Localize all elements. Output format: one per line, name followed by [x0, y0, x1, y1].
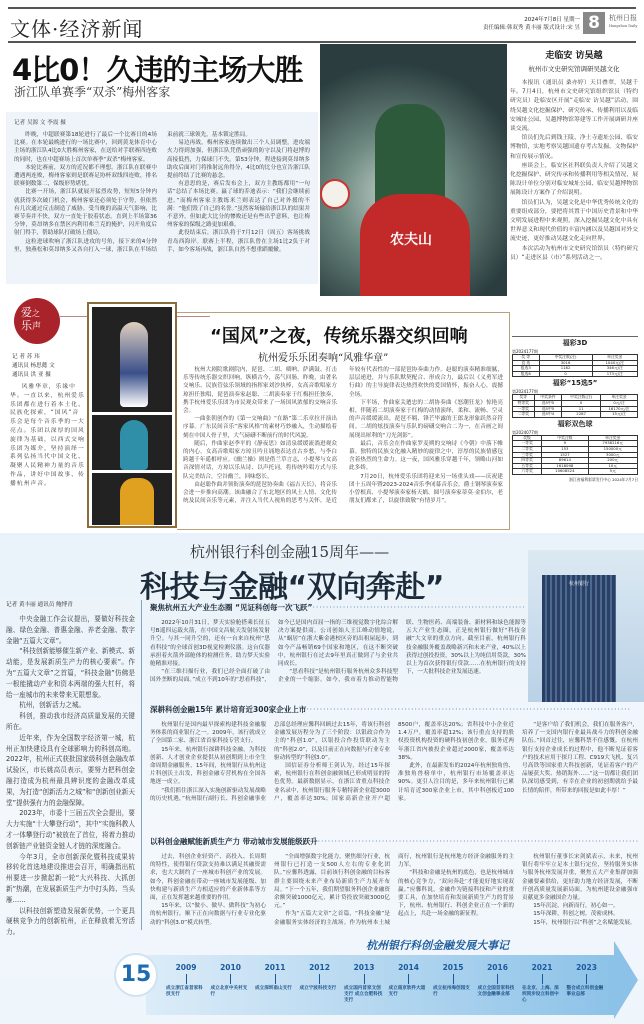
timeline-event: 成立深圳南山支行 [255, 986, 292, 991]
paragraph: “是客户给了我们机会，我们在服务客户，培养了一支国内银行业最具战斗力的科创金融队伍。”回首过往，应馨科禁不住感慨。在杭州银行支持企业成长的过程中，他不断见证着客户的技术应用于探月工程、C919大飞机、复兴号高铁等国家重大科技创新，见证着客户的产品屡获大奖、热销海外……“这一切都让我们团队深切感受到，有幸在企业的初创期就给予最长情的陪伴，所带来的回报是如此丰厚！” [522, 722, 638, 794]
table-cell: 0 [539, 371, 592, 377]
lottery-table [512, 354, 638, 377]
timeline-item [166, 963, 206, 998]
paragraph: “在三维扫描行业，我们已经全面打破了由国外垄断的局面。”成立不到10年的“思看科技”，如今已是国内首屈一指的三维视觉数字化综合解决方案提供商。公司创始人王江峰动情地说，从“蜗居”在浙大紫金港校区旁的出租屋起步，到如今产品畅销69个国家和地区，在这不断突破中，杭州银行在过去9年里真正做到了与企业共同成长。 [150, 620, 398, 684]
paragraph: 以科技创新塑造发展新优势，一个更具硬核竞争力的创新杭州，正在释放着无穷活力。 [6, 906, 135, 937]
paragraph: 近年来，作为全国数字经济第一城，杭州正加快建设具有全球影响力的科创高地。2022年，杭州正式获批国家级科创金融改革试验区，市长姚高员表示，要努力把科创金融打造成为杭州最具辨识度的金融改革成果，为打造“创新活力之城”和“创新创业新天堂”提供强有力的金融保障。 [6, 733, 135, 807]
table-cell: 单注奖金 [588, 435, 637, 441]
table-cell: 奖 等 [513, 355, 540, 361]
table-cell: 六等奖 [513, 469, 542, 475]
table-cell: 五等奖 [513, 463, 542, 469]
timeline-year: 2012 [309, 963, 330, 972]
timeline-year: 2023 [576, 963, 597, 972]
bank-byline: 记者 黄丰丽 通讯员 鲍博青 [6, 602, 73, 608]
paragraph: 杭州银行是国内最早探索构建科技金融服务体系的商业银行之一。2009年，该行就成立了全国第二家、浙江省首家科技专营支行。 [150, 722, 266, 745]
music-subheadline: 杭州爱乐乐团奏响“风雅华章” [258, 353, 389, 364]
paragraph: 作为“五篇大文章”之首篇，“科技金融”是金融服务实体经济的主战场。作为杭州本土城商行，杭州银行是杭州地方经济金融服务的主力军。 [274, 854, 514, 926]
timeline-year: 2009 [175, 963, 197, 972]
table-cell: 1618098 [542, 463, 588, 469]
paragraph: 馆员们认为，吴越文化是中华优秀传统文化的重要组成部分，要把将其置于中国历史背景和中华文明发展进程中来观照，深入挖掘吴越文化中具有世界意义和现代价值的丰富内涵以及吴越国对外交流史迹，更好推动吴越文化走向世界。 [510, 199, 638, 243]
section-title: 文体·经济新闻 [10, 17, 144, 41]
paragraph: 杭州，创新活力之城。 [19, 701, 86, 710]
paragraph: “科技和金融是杭州的底色，也是杭州城市的核心竞争力，‘双向奔赴’才能更好地实现双赢。”应馨科说，金融作为链接科技和产业的重要工具，在加快培育和发展新质生产力的背景下，杭州、杭州银行、科创企业正在一个新的起点上，共赴一场金融的新征程。 [398, 870, 514, 918]
credit-line: 通讯员 杨思懿 文 [12, 363, 55, 369]
paragraph: 国信证券分析师王剑认为，经过15年探索，杭州银行在科创金融领域已形成明显的特色优势。最新数据显示，在浙江省重点科技企业名录中，杭州银行服务专精特新企业超3000户，覆盖率达30%；国家高新企业开户超8500户，覆盖率达20%；省科技中小企业近1.4万户，覆盖率超12%；该行重点支持的股权投资机构投资的硬科技初创企业，服务近两年浙江省内被投企业超过2000家，覆盖率达38%。 [274, 722, 514, 802]
paragraph: “我们抓住浙江深入实施创新驱动发展战略的历史机遇，”杭州银行副行长、科创金融事业总部总经理应馨科回顾过去15年，将该行科创金融发展历程分为了三个阶段：以银政合作为主的“科创1.0”，以银投合作投贷联动为主的“科创2.0”，以及目前正在向数据与行业专业驱动转型的“科创3.0”。 [150, 722, 390, 802]
header-bottom-rule [8, 41, 636, 43]
timeline-stem [186, 974, 187, 984]
lottery-results [512, 336, 638, 482]
header-info [450, 16, 580, 32]
building-sign: 杭州银行 [568, 581, 589, 587]
table-cell: 选5中4 [534, 412, 562, 418]
jersey-text: 农夫山 [390, 232, 432, 248]
paragraph: 此役结束后，浙江队将于7月12日（周五）客场挑战青岛西海岸。联赛上半程，浙江队曾在主场1比2负于对手，如今客场再战，浙江队自然不想重蹈覆辙。 [167, 230, 310, 253]
table-cell: 特等奖 [513, 400, 535, 406]
paragraph: 15年来，以“做小、做早、做科技”为初心的杭州银行，顺下正在向数据与行业专业化驱动的“科创3.0”模式转型。 [150, 903, 266, 926]
table-cell: 单注奖金 [600, 395, 637, 401]
table-cell: 奖等 [513, 395, 535, 401]
logo-char: 之 [32, 309, 40, 318]
football-subheadline: 浙江队单赛季“双杀”梅州客家 [14, 85, 171, 99]
table-cell: 15元/注 [600, 412, 637, 418]
paragraph: 昨晚，中超联赛第18轮进行了最后一个比赛日的4场比赛。在本轮最晚进行的一场比赛中，回到黄龙体育中心主场的浙江队4比0大胜梅州客家，在送给对手联赛四连败的同时，也在中超赛场上首次单赛季“双杀”梅州客家。 [14, 132, 157, 163]
paragraph: 15年深耕，科创之树，茂密成林。 [533, 911, 619, 918]
lottery-title: 福彩“15选5” [552, 379, 598, 388]
table-cell: 选5中5 [534, 406, 562, 412]
concert-photos [87, 302, 177, 528]
table-cell: 中奖注数(注) [562, 395, 601, 401]
timeline-item [478, 963, 518, 998]
timeline-event: 成立浙江省首家科技支行 [166, 986, 203, 997]
tower [542, 575, 616, 702]
paragraph: 中央金融工作会议提出，要做好科技金融、绿色金融、普惠金融、养老金融、数字金融“五篇大文章”。 [6, 615, 135, 645]
page-number: 8 [583, 12, 605, 34]
bank-timeline [6, 935, 638, 1021]
lottery-title: 福彩3D [562, 339, 588, 347]
bank-section-3 [150, 836, 638, 934]
paragraph: 易边再战，梅州客家连续做出三个人员调整，进攻端火力得到加强，但浙江队凭借顽强的防守以及门将赵博的高接低挡，力保球门不失。第53分钟，程进接到莫昂纳多助攻后面对门将推射远角得分，4比0的比分也宣告浙江队提前终结了比赛的悬念。 [167, 140, 310, 180]
paragraph: 比赛一开场，浙江队就展开猛烈攻势，短短5分钟内就获得多次破门机会，梅州客家还必须处于守势，但依然有几次通过反击制造了威胁。受当晚的高温天气影响，比赛节奏并不快，双方一直处于胶着状态。直到上半场第36分钟，莫昂纳多在禁区内利用弗兰克的掩护，闪开角度后射门得手，帮助球队打破场上僵局。 [14, 189, 157, 237]
timeline-year: 2011 [264, 963, 286, 972]
table-cell: 5元 [588, 469, 637, 475]
table-cell: 3016 [539, 360, 592, 366]
newspaper-logo [609, 14, 637, 30]
concert-photo [92, 415, 172, 470]
timeline-item [211, 963, 251, 998]
table-cell: 一等奖 [513, 406, 535, 412]
divider [512, 336, 638, 337]
timeline-item [389, 963, 429, 998]
issue-date: 2024年7月8日 星期一 [524, 17, 580, 23]
paragraph: 15年，杭州银行以“科创”之名赋能发展。 [533, 919, 636, 926]
table-cell: 中奖注数(注) [539, 355, 592, 361]
table-cell: 150000元 [588, 446, 637, 452]
lottery-table [512, 394, 638, 417]
paragraph: 过去，科创企业轻资产、高投入、长周期的特性，使得银行贷款支持难以满足其融资需求，也大大制约了一座城市科创产业的发展。如今，科创金融在带动一座城市发展能级、加快构建与新质生产力相适应的产业新体系等方面，正在发挥越来越重要的作用。 [150, 854, 266, 902]
timeline-stem [364, 974, 365, 984]
timeline-event: 成立全国首家科技文创金融事业部 [477, 986, 515, 997]
table-cell: 200元 [588, 458, 637, 464]
table-cell: 单注奖金 [592, 355, 637, 361]
paragraph: 2022年10月31日，梦天实验舱搭乘长征五号B遥四运载火箭，在中国文昌航天发射场发射升空。与其一同升空的，还有一台来自杭州“思看科技”的全球首创3D视觉检测仪器。这台仪器承担着火箭外部舱体的检测任务，助力梦天实验舱精准对接。 [150, 620, 270, 668]
music-column-logo [14, 298, 60, 344]
timeline-event: 成立国内首家文创支行 成立合肥科技支行 [344, 986, 383, 1003]
football-byline: 记者 吴源 文 李震 摄 [14, 120, 66, 126]
table-cell: 中奖注数 [542, 435, 588, 441]
lottery-table [512, 435, 638, 475]
paragraph: 杭州大剧院歌剧院内，琵琶、二胡、唢呐、萨满鼓、打击乐等传统乐器交织回响，纵横古今，荡气回肠。昨晚，由著名交响乐、民族管弦乐领域的指挥家刘沙执棒，女高音歌唱家方琼担任独唱，琵琶演奏家赵聪、二胡演奏家于红梅担任独奏，携手杭州爱乐乐团为市民观众带来了一场国风浓郁的交响音乐会。 [183, 367, 337, 415]
logo-text: 杭州日报 [609, 14, 637, 22]
table-cell: 中奖条件 [534, 395, 562, 401]
table-cell: 二等奖 [513, 446, 542, 452]
paragraph: 7月20日，杭州爱乐乐团将迎来另一场重头戏——庆祝建团十五周年暨2023-2024音乐季闭幕音乐会。爵士钢琴演奏家小曽根真、小提琴演奏家杨天娲、圆号演奏家蒂莫·金伯尔，老朋友们都来了，以旋律致敬“有情岁月”。 [349, 473, 503, 505]
credit-line: 记 者 苏 玮 [12, 354, 40, 360]
music-headline: “国风”之夜，传统乐器交织回响 [210, 326, 468, 347]
table-cell: 89614 [542, 458, 588, 464]
paragraph: 一曲张朝创作的《第一交响曲》“在路”第二乐章拉开演出序幕。广东民间音乐“客家风格”的素材巧妙融入，生动描绘着刻在中国人骨子里，大气磅礴不断前行的时代风貌。 [183, 416, 337, 439]
culture-article [510, 48, 638, 263]
paragraph: 15年来，杭州银行深耕科技金融，为科技创新、人才创业企业提供从初创期到上市全生命周期金融服务。15年间，杭州银行从杭州这片科创沃土出发，科创金融专营机构在全国各地逐一成立。 [150, 746, 266, 786]
bank-headline: 科技与金融“双向奔赴” [140, 570, 444, 605]
timeline-stem [408, 974, 409, 984]
timeline-stem [275, 974, 276, 984]
table-cell: 11 [562, 406, 601, 412]
paragraph: 2023年，市委十三届五次全会提出，要大力实施“十大攀登行动”，其中“实施科教人才一体攀登行动”被放在了首位，将着力推动创新链产业链资金链人才链的深度融合。 [6, 809, 135, 850]
table-cell: 2287 [562, 412, 601, 418]
paragraph: 这粒进球吹响了浙江队进攻的号角，接下来的4分钟里，独燕松和莫昂纳多又各自打入一球，浙江队在半场结束前就三球领先，基本锁定胜局。 [14, 132, 251, 253]
table-cell: 组选6 [513, 371, 540, 377]
table-cell: 3000元 [588, 452, 637, 458]
music-intro [10, 383, 85, 489]
table-cell: 173元/注 [592, 371, 637, 377]
lottery-footer: 浙江省福利彩票发行中心 2024年7月7日 [569, 476, 638, 482]
timeline-item [567, 963, 607, 998]
timeline-item [344, 963, 384, 1004]
timeline-title: 杭州银行科创金融发展大事记 [366, 939, 509, 952]
paragraph: 下半场，作曲家关廼忠的二胡协奏曲《怒潮狂龙》惊艳亮相。伴随着二胡演奏家于红梅的动情演绎，柔和、流畅、空灵的声音缓缓流出，琵琶不羁、锋芒毕露的王郎龙形象跃然音符间。二胡的炫技演奏与乐队的磅礴交响合二为一，在音画之间展现出犀利的“刀光剑影”。 [349, 399, 503, 439]
timeline-item [300, 963, 340, 992]
lottery-issue: 第2024077期 [512, 429, 538, 435]
table-cell: 16170元/注 [600, 406, 637, 412]
culture-subheadline: 杭州市文史研究馆调研吴越文化 [528, 65, 620, 73]
bank-section-2 [150, 704, 638, 834]
table-cell: 0 [562, 400, 601, 406]
table-cell: 9 [542, 441, 588, 447]
culture-headline: 走临安 访吴越 [545, 51, 603, 61]
paragraph: 15年沉淀，向新而行，初心如一。 [533, 903, 619, 910]
lottery-title: 福彩双色球 [557, 419, 593, 428]
intro-text: 风雅华章，乐缘中华。一直以来，杭州爱乐乐团都在进行着本土化、民族化探索，“国风”音乐会是每个音乐季的一大亮点。乐团以深厚的国风旋律为基础，以西式交响乐团为媒介，坚持演绎一系列弘扬当代中国文化、凝聚人民精神力量的音乐作品，讲好中国故事、传播杭州声音。 [10, 384, 85, 487]
timeline-year: 2021 [531, 963, 553, 972]
table-cell: 7938216元 [588, 441, 637, 447]
timeline-arrow-head [614, 941, 638, 1019]
table-cell: 10608524 [542, 469, 588, 475]
paragraph: 由赵聪作曲并领衔演奏的琵琶协奏曲《福吉天长》，将音乐会进一步推向高潮。该曲融合了东北地区的风土人情、文化传统及民间音乐等元素，并注入当代人视角的思考与关怀，是近年较有代表性的一部琵琶协奏曲力作。赵聪的演奏精准细腻，层层递进，并与乐队默契配合、形成合力，最后以《义勇军进行曲》的主导旋律表达热烈欢快的爱国情怀，振奋人心，震撼全场。 [183, 367, 503, 505]
timeline-item [522, 963, 562, 1004]
logo-en: Hangzhou Daily [609, 24, 638, 28]
timeline-event: 成立宁波科技支行 [299, 986, 337, 991]
paragraph: 随后，作曲家赵季平的《静夜思》如清泉缓缓流淌进观众的内心。女高音歌唱家方琼且吟且诵地表达直古乡愁，与李白跨越千年遥相呼应。《幽兰操》则是借兰草言志，小提琴与女高音深情对话，方琼以乐从诗、以声托词，将传统吟唱方式与乐队完美结合，空谷幽兰，回味悠长。 [183, 440, 337, 480]
paragraph: 本次活动为杭州市文史研究馆馆员（特约研究员）“走进区县（市）”系列活动之一。 [510, 245, 638, 261]
paragraph: “全面增强数字化能力，聚焦细分行业，杭州银行已打造一支500人左右的专业化团队。”应馨科透露，目前该行科创金融的目标客群主要围绕未来产业布局新质生产力展开布局。“下一个五年，我们期望服务科创企业融资余额突破1000亿元，累计贷投放突破3000亿元。” [274, 854, 390, 910]
editors: 责任编辑:韩双秀 黄丰丽 版式设计:宋 昱 [483, 25, 580, 31]
bank-intro-column [6, 600, 142, 937]
table-cell: 1527 [542, 452, 588, 458]
paragraph: 科创，推动我市经济高质量发展的关键所在。 [6, 712, 135, 731]
timeline-year: 2014 [398, 963, 419, 972]
music-article [183, 366, 503, 526]
bank-section-1 [150, 602, 526, 702]
timeline-year: 2010 [220, 963, 241, 972]
timeline-year: 2015 [442, 963, 464, 972]
timeline-stem [542, 974, 543, 984]
timeline-year: 2013 [353, 963, 375, 972]
timeline-item [255, 963, 295, 992]
table-cell: 二等奖 [513, 412, 535, 418]
football-photo [320, 44, 507, 296]
paragraph: 座谈会上，临安区社科联负责人介绍了吴越文化挖掘保护、研究传承和传播利用等相关情况，展陈设计单位分别对临安城址公园、临安吴越博物馆展陈设计方案作了介绍说明。 [510, 162, 638, 197]
logo-char: 爱 [21, 306, 32, 319]
paragraph: 有意思的是，赛后发布会上，双方主教练都用“一句话”总结了本场比赛。赢了球的乔迪表示：“我们会继续前进。”而梅州客家主教练米兰则表达了自己对外援的不满：“他们毁了自己的名誉。”虽然客场输给浙江队的结果并不意外，但如此大比分的惨败还是有些出乎意料，也让梅州客家的保级之路更加艰难。 [167, 181, 310, 229]
concert-photo [92, 307, 172, 412]
logo-char: 乐 [21, 319, 32, 332]
paragraph: 今年3月，全市创新深化暨科技成果转移转化首选地建设推进会召开，明确指出杭州要进一步掀起新一轮“大兴科技、大抓创新”热潮，在发展新质生产力中打头阵、当头雁…… [6, 852, 135, 904]
anniversary-badge: 15 [114, 953, 158, 997]
football-headline: 4比0！久违的主场大胜 [12, 53, 303, 87]
timeline-event: 成立北京中关村支行 [210, 986, 248, 997]
header-top-rule [8, 7, 636, 9]
paragraph: 本报讯（通讯员 桑亦婷）天目叠翠，吴越千年。7月4日，杭州市文史研究馆组织馆员（特约研究员）赴临安区开展“走临安 访吴越”活动，围绕吴越文化挖掘保护、研究传承、传播利用以及临安城址公园、吴越博物馆筹建等工作开展调研并座谈交流。 [510, 80, 638, 133]
table-cell: 10元 [588, 463, 637, 469]
timeline-event: 在北京、上海、深圳同步设立科创中心 [522, 986, 559, 1003]
table-cell: 四等奖 [513, 458, 542, 464]
timeline-stem [230, 974, 231, 984]
table-cell: 一等奖 [513, 441, 542, 447]
paragraph: 本轮比赛前，双方的近况都不理想。浙江队在联赛中遭遇两连败，梅州客家则是联赛足协杯双线四连败，排名联赛倒数第二，保级形势堪忧。 [14, 164, 157, 188]
table-cell: 0元/注 [600, 400, 637, 406]
table-cell: 组选3 [513, 366, 540, 372]
timeline-year: 2016 [487, 963, 508, 972]
table-cell: 1182 [539, 366, 592, 372]
lottery-issue: 第2024177期 [512, 389, 538, 395]
section-heading: 聚焦杭州五大产业生态圈 “见证科创每一次飞跃” ····· [150, 602, 526, 613]
credit-line: 通讯员 洪 亚 摄 [12, 372, 51, 378]
table-cell: 346元/注 [592, 366, 637, 372]
music-credits [12, 353, 55, 380]
timeline-event: 成立南京软件大道支行 [388, 986, 426, 997]
football-article [6, 112, 318, 284]
paragraph: 杭州银行董事长宋剑斌表示，未来，杭州银行将牢牢立足本土银行定位，坚持服务实体与服务杭州发展并重，聚焦五大产业集群加强金融要素供给，更好助力地方经济发展，不断开创高质量发展新局面，为杭州建设金融强市贡献更多金融国企力量。 [522, 854, 638, 902]
paragraph: “思看科技”是杭州银行服务杭州众多科技型企业的一个缩影。如今，我市着力推动智能物联、生物医药、高端装备、新材料和绿色能源等五大产业生态圈，正是杭州银行做好“科技金融”大文章的重点方向。截至目前，杭州银行科技金融服务覆盖战略新兴和未来产业，40%以上获得过创投投资，30%以上为纯信用贷款，30%以上为首次获得银行贷款……在杭州银行的支持下，一大批科技企业发展迅速。 [278, 620, 526, 684]
section-heading: 深耕科创金融15年 累计培育近300家企业上市 ····· [150, 704, 638, 715]
bank-kicker: 杭州银行科创金融15周年—— [190, 543, 390, 561]
lottery-issue: 第2024177期 [512, 349, 538, 354]
paragraph: 最后，音乐会在作曲家罗麦朔的交响诗《今朝》中落下帷幕。独特的民族文化融入精妙的旋律之中，淳厚的民族情感包含着热烈的生命力。这一夜，国风雅乐穿越千年，领略山河如此多娇。 [349, 440, 503, 472]
concert-photo [92, 473, 172, 525]
section-heading: 以科创金融赋能新质生产力 带动城市发展能级跃升 ····· [150, 836, 638, 847]
timeline-event: 成立杭州海创园支行 [433, 986, 470, 997]
table-cell: 奖级 [513, 435, 542, 441]
table-cell: 153 [542, 446, 588, 452]
football-ball [320, 179, 350, 209]
paragraph: 此外，在最新发布的2024年杭州独角兽、准独角兽榜单中，杭州银行市场覆盖率达90%。更引人注目的是，多年来杭州银行已累计培育近300家企业上市，其中科创板近100家。 [398, 763, 514, 802]
table-cell: 选5中5 [534, 400, 562, 406]
timeline-item [433, 963, 473, 998]
timeline-stem [453, 974, 454, 984]
paragraph: 馆员们先后到钱王陵、净土寺遗址公园、临安博物馆，实地考察吴越国遗存考古发掘、文物保护和宣传展示情况。 [510, 135, 638, 160]
table-cell: 三等奖 [513, 452, 542, 458]
timeline-event: 整合成立科创金融事业总部 [566, 986, 604, 997]
timeline-stem [497, 974, 498, 984]
table-cell: 直 选 [513, 360, 540, 366]
timeline-stem [586, 974, 587, 984]
logo-char: 声 [32, 322, 42, 332]
timeline-stem [319, 974, 320, 984]
table-cell: 1040元/注 [592, 360, 637, 366]
paragraph: “科技创新能够催生新产业、新模式、新动能，是发展新质生产力的核心要素”。作为“五篇大文章”之首篇，“科技金融”仿佛是一根能撬动产业和资本两端的强大杠杆，将给一座城市的未来带来无限想象。 [6, 647, 135, 699]
bank-building-photo [528, 550, 644, 702]
